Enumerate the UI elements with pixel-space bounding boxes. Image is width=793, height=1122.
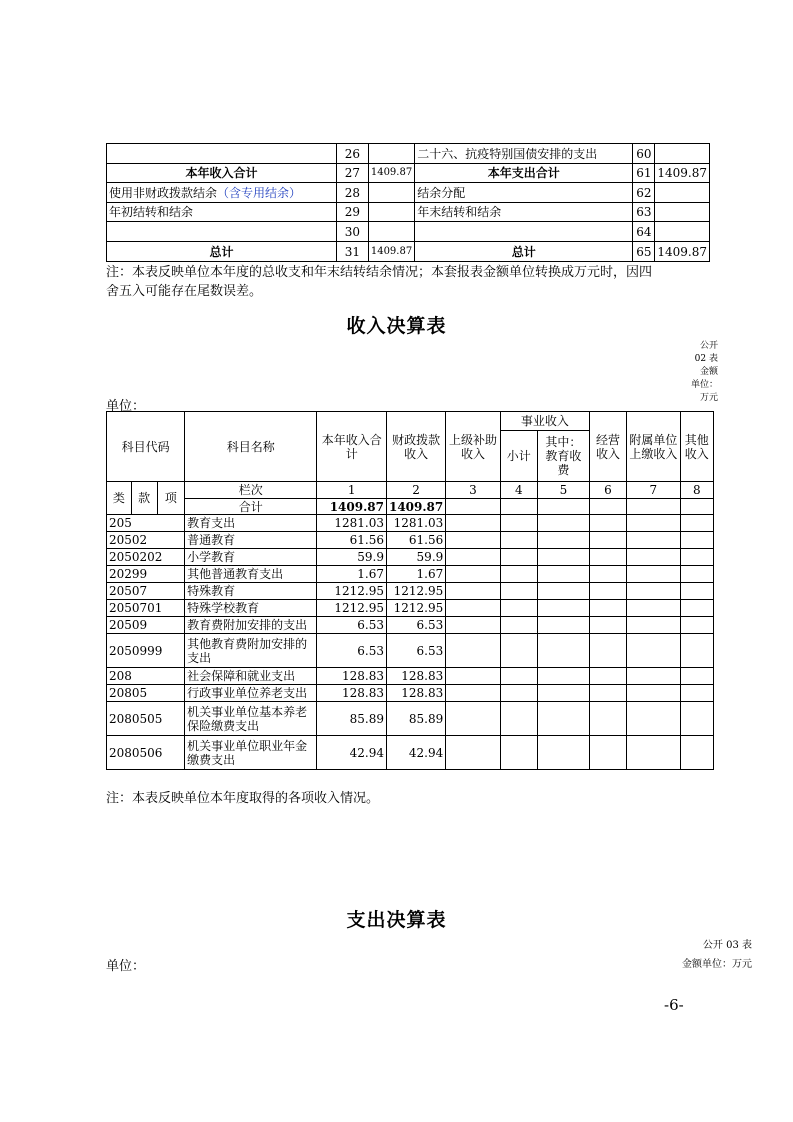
- income-row: [107, 566, 714, 583]
- income-row: [107, 515, 714, 532]
- row-empty-cell: [446, 668, 500, 685]
- row-empty-cell: [537, 736, 589, 770]
- row-empty-cell: [627, 702, 681, 736]
- row-fiscal: 1.67: [386, 566, 445, 583]
- summary-right-num: 65: [633, 242, 655, 262]
- row-empty-cell: [500, 736, 537, 770]
- expense-tag-line2: 金额单位：万元: [682, 959, 752, 970]
- row-fiscal: 61.56: [386, 532, 445, 549]
- row-empty-cell: [537, 515, 589, 532]
- header-other: 其他收入: [680, 412, 713, 482]
- summary-row: [107, 183, 710, 203]
- income-note: 注：本表反映单位本年度取得的各项收入情况。: [106, 791, 380, 806]
- income-tag-line2: 02 表: [694, 354, 718, 364]
- row-code: 2080505: [107, 702, 185, 736]
- row-total: 85.89: [317, 702, 387, 736]
- row-fiscal: 1281.03: [386, 515, 445, 532]
- summary-left-num: 29: [337, 203, 369, 222]
- row-empty-cell: [680, 685, 713, 702]
- income-tag-line3: 金额: [699, 367, 718, 377]
- income-row: [107, 617, 714, 634]
- row-empty-cell: [500, 634, 537, 668]
- summary-right-value: [655, 144, 710, 164]
- income-row: [107, 532, 714, 549]
- row-empty-cell: [500, 566, 537, 583]
- income-unit-label: 单位：: [106, 399, 146, 414]
- row-empty-cell: [446, 583, 500, 600]
- row-empty-cell: [446, 685, 500, 702]
- summary-right-num: 61: [633, 164, 655, 183]
- row-empty-cell: [627, 566, 681, 583]
- row-empty-cell: [537, 634, 589, 668]
- row-fiscal: 85.89: [386, 702, 445, 736]
- income-tag-line1: 公开: [699, 341, 718, 351]
- header-subtotal: 小计: [500, 431, 537, 482]
- row-empty-cell: [627, 617, 681, 634]
- row-empty-cell: [589, 634, 626, 668]
- row-empty-cell: [589, 549, 626, 566]
- expense-tag-line1: 公开 03 表: [702, 940, 752, 951]
- row-fiscal: 128.83: [386, 668, 445, 685]
- summary-left-label: [107, 144, 337, 164]
- row-empty-cell: [537, 702, 589, 736]
- summary-left-num: 28: [337, 183, 369, 203]
- row-empty-cell: [680, 600, 713, 617]
- header-edu-fee: 其中：教育收费: [537, 431, 589, 482]
- row-name: 小学教育: [185, 549, 317, 566]
- summary-right-label: 总计: [415, 242, 633, 262]
- summary-left-label: 本年收入合计: [107, 164, 337, 183]
- row-total: 128.83: [317, 685, 387, 702]
- row-empty-cell: [589, 702, 626, 736]
- summary-right-label: 结余分配: [415, 183, 633, 203]
- row-total: 59.9: [317, 549, 387, 566]
- income-row: [107, 583, 714, 600]
- summary-right-value: 1409.87: [655, 164, 710, 183]
- row-total: 6.53: [317, 634, 387, 668]
- row-code: 20299: [107, 566, 185, 583]
- row-name: 特殊教育: [185, 583, 317, 600]
- col-num-3: 3: [446, 482, 500, 499]
- summary-left-label: 年初结转和结余: [107, 203, 337, 222]
- row-total: 1281.03: [317, 515, 387, 532]
- summary-left-num: 26: [337, 144, 369, 164]
- summary-left-value: [368, 183, 414, 203]
- row-name: 教育支出: [185, 515, 317, 532]
- summary-row: [107, 144, 710, 164]
- row-empty-cell: [500, 600, 537, 617]
- summary-right-value: [655, 222, 710, 242]
- summary-row: [107, 222, 710, 242]
- expense-unit-label: 单位：: [106, 959, 146, 974]
- row-empty-cell: [537, 668, 589, 685]
- row-empty-cell: [589, 566, 626, 583]
- row-empty-cell: [680, 668, 713, 685]
- col-num-2: 2: [386, 482, 445, 499]
- row-empty-cell: [589, 583, 626, 600]
- row-empty-cell: [589, 532, 626, 549]
- summary-note: [106, 263, 716, 301]
- total-row-total: 1409.87: [317, 499, 387, 515]
- income-table: [106, 411, 714, 770]
- header-lanci: 栏次: [185, 482, 317, 499]
- summary-left-value: [368, 203, 414, 222]
- summary-left-num: 30: [337, 222, 369, 242]
- row-empty-cell: [446, 634, 500, 668]
- summary-right-value: [655, 183, 710, 203]
- row-code: 2050999: [107, 634, 185, 668]
- row-empty-cell: [627, 549, 681, 566]
- row-code: 208: [107, 668, 185, 685]
- row-empty-cell: [446, 532, 500, 549]
- summary-left-num: 27: [337, 164, 369, 183]
- income-row: [107, 685, 714, 702]
- row-empty-cell: [680, 515, 713, 532]
- row-empty-cell: [500, 668, 537, 685]
- summary-left-value: [368, 222, 414, 242]
- total-row: [107, 499, 714, 515]
- header-xiang: 项: [157, 482, 185, 515]
- summary-note-line1: 注：本表反映单位本年度的总收支和年末结转结余情况；本套报表金额单位转换成万元时，因四: [106, 265, 653, 280]
- row-empty-cell: [446, 617, 500, 634]
- row-empty-cell: [627, 515, 681, 532]
- summary-row: [107, 203, 710, 222]
- row-empty-cell: [446, 600, 500, 617]
- row-fiscal: 6.53: [386, 617, 445, 634]
- header-upper: 上级补助收入: [446, 412, 500, 482]
- summary-left-value: 1409.87: [368, 242, 414, 262]
- row-empty-cell: [589, 736, 626, 770]
- page-number: -6-: [664, 996, 684, 1014]
- col-num-4: 4: [500, 482, 537, 499]
- row-empty-cell: [446, 549, 500, 566]
- row-code: 2050202: [107, 549, 185, 566]
- row-code: 205: [107, 515, 185, 532]
- row-total: 6.53: [317, 617, 387, 634]
- row-empty-cell: [537, 600, 589, 617]
- row-fiscal: 128.83: [386, 685, 445, 702]
- row-empty-cell: [537, 532, 589, 549]
- summary-right-num: 64: [633, 222, 655, 242]
- row-empty-cell: [680, 736, 713, 770]
- row-total: 1212.95: [317, 583, 387, 600]
- summary-right-label: [415, 222, 633, 242]
- summary-note-line2: 舍五入可能存在尾数误差。: [106, 284, 263, 299]
- row-name: 教育费附加安排的支出: [185, 617, 317, 634]
- row-code: 20502: [107, 532, 185, 549]
- header-fiscal: 财政拨款收入: [386, 412, 445, 482]
- row-empty-cell: [680, 566, 713, 583]
- row-empty-cell: [446, 702, 500, 736]
- row-empty-cell: [500, 685, 537, 702]
- summary-left-value: [368, 144, 414, 164]
- row-fiscal: 6.53: [386, 634, 445, 668]
- row-empty-cell: [680, 583, 713, 600]
- summary-left-label-extra: （含专用结余）: [217, 185, 302, 200]
- row-empty-cell: [680, 634, 713, 668]
- row-code: 20805: [107, 685, 185, 702]
- col-num-6: 6: [589, 482, 626, 499]
- summary-left-label: [107, 222, 337, 242]
- row-empty-cell: [537, 549, 589, 566]
- row-empty-cell: [680, 617, 713, 634]
- income-row: [107, 600, 714, 617]
- income-row: [107, 549, 714, 566]
- row-name: 普通教育: [185, 532, 317, 549]
- expense-table-tag: [640, 936, 752, 974]
- income-table-tag: [660, 340, 718, 405]
- row-name: 其他教育费附加安排的支出: [185, 634, 317, 668]
- summary-left-label: 总计: [107, 242, 337, 262]
- summary-right-num: 60: [633, 144, 655, 164]
- header-affiliated: 附属单位上缴收入: [627, 412, 681, 482]
- summary-left-value: 1409.87: [368, 164, 414, 183]
- row-empty-cell: [589, 515, 626, 532]
- col-num-7: 7: [627, 482, 681, 499]
- header-operating: 经营收入: [589, 412, 626, 482]
- row-empty-cell: [680, 702, 713, 736]
- header-name: 科目名称: [185, 412, 317, 482]
- income-tag-line4: 单位：: [690, 380, 718, 390]
- row-fiscal: 1212.95: [386, 583, 445, 600]
- header-total: 本年收入合计: [317, 412, 387, 482]
- row-empty-cell: [680, 549, 713, 566]
- income-tag-line5: 万元: [699, 393, 718, 403]
- row-fiscal: 59.9: [386, 549, 445, 566]
- income-row: [107, 634, 714, 668]
- col-num-5: 5: [537, 482, 589, 499]
- row-total: 1.67: [317, 566, 387, 583]
- row-empty-cell: [627, 600, 681, 617]
- income-title: 收入决算表: [346, 315, 447, 337]
- row-fiscal: 42.94: [386, 736, 445, 770]
- row-empty-cell: [627, 634, 681, 668]
- row-empty-cell: [500, 583, 537, 600]
- row-empty-cell: [537, 685, 589, 702]
- total-row-label: 合计: [185, 499, 317, 515]
- summary-right-label: 年末结转和结余: [415, 203, 633, 222]
- row-name: 其他普通教育支出: [185, 566, 317, 583]
- summary-left-num: 31: [337, 242, 369, 262]
- summary-row: [107, 242, 710, 262]
- summary-right-label: 本年支出合计: [415, 164, 633, 183]
- summary-right-label: 二十六、抗疫特别国债安排的支出: [415, 144, 633, 164]
- row-empty-cell: [537, 566, 589, 583]
- row-empty-cell: [500, 532, 537, 549]
- summary-right-num: 62: [633, 183, 655, 203]
- row-empty-cell: [627, 685, 681, 702]
- row-empty-cell: [500, 702, 537, 736]
- row-empty-cell: [500, 617, 537, 634]
- row-name: 机关事业单位基本养老保险缴费支出: [185, 702, 317, 736]
- header-business: 事业收入: [500, 412, 589, 431]
- row-fiscal: 1212.95: [386, 600, 445, 617]
- row-total: 61.56: [317, 532, 387, 549]
- col-num-1: 1: [317, 482, 387, 499]
- row-name: 社会保障和就业支出: [185, 668, 317, 685]
- income-row: [107, 668, 714, 685]
- header-lei: 类: [107, 482, 132, 515]
- summary-row: [107, 164, 710, 183]
- summary-left-label-text: 使用非财政拨款结余: [109, 185, 218, 200]
- row-empty-cell: [627, 736, 681, 770]
- row-empty-cell: [500, 549, 537, 566]
- row-name: 特殊学校教育: [185, 600, 317, 617]
- row-empty-cell: [589, 685, 626, 702]
- row-name: 机关事业单位职业年金缴费支出: [185, 736, 317, 770]
- summary-table: [106, 143, 710, 262]
- summary-left-label: [107, 183, 337, 203]
- row-total: 42.94: [317, 736, 387, 770]
- summary-right-value: 1409.87: [655, 242, 710, 262]
- header-code: 科目代码: [107, 412, 185, 482]
- row-total: 1212.95: [317, 600, 387, 617]
- row-code: 20509: [107, 617, 185, 634]
- total-row-fiscal: 1409.87: [386, 499, 445, 515]
- row-code: 20507: [107, 583, 185, 600]
- row-empty-cell: [446, 566, 500, 583]
- row-empty-cell: [589, 617, 626, 634]
- expense-title: 支出决算表: [346, 909, 447, 931]
- header-kuan: 款: [131, 482, 157, 515]
- row-empty-cell: [446, 515, 500, 532]
- row-code: 2050701: [107, 600, 185, 617]
- row-code: 2080506: [107, 736, 185, 770]
- row-empty-cell: [537, 617, 589, 634]
- income-row: [107, 736, 714, 770]
- summary-right-value: [655, 203, 710, 222]
- row-empty-cell: [589, 600, 626, 617]
- row-empty-cell: [537, 583, 589, 600]
- row-empty-cell: [500, 515, 537, 532]
- row-name: 行政事业单位养老支出: [185, 685, 317, 702]
- row-empty-cell: [627, 532, 681, 549]
- row-empty-cell: [446, 736, 500, 770]
- row-empty-cell: [589, 668, 626, 685]
- income-row: [107, 702, 714, 736]
- summary-right-num: 63: [633, 203, 655, 222]
- row-empty-cell: [680, 532, 713, 549]
- row-total: 128.83: [317, 668, 387, 685]
- row-empty-cell: [627, 583, 681, 600]
- row-empty-cell: [627, 668, 681, 685]
- col-num-8: 8: [680, 482, 713, 499]
